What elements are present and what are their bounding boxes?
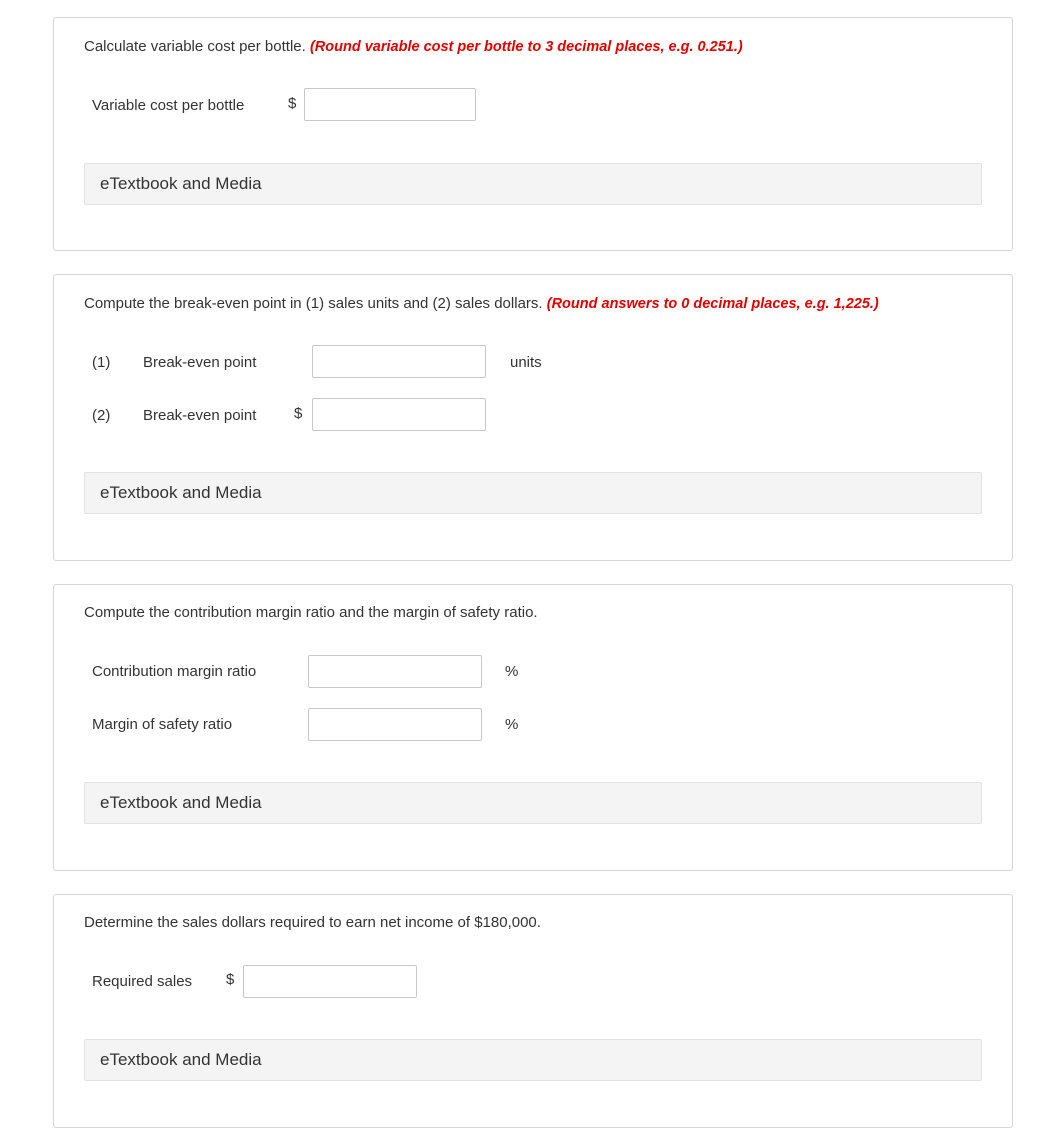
rounding-hint: (Round answers to 0 decimal places, e.g. 1,225.) xyxy=(546,296,879,312)
currency-symbol: $ xyxy=(288,95,297,112)
etextbook-media-label: eTextbook and Media xyxy=(100,1050,262,1069)
prompt-text: Compute the contribution margin ratio and the margin of safety ratio. xyxy=(84,604,538,621)
percent-sign: % xyxy=(505,716,519,733)
variable-cost-label: Variable cost per bottle xyxy=(92,97,245,114)
question-prompt xyxy=(84,295,879,312)
variable-cost-input[interactable] xyxy=(304,88,476,121)
question-prompt xyxy=(84,38,743,55)
break-even-dollars-label: Break-even point xyxy=(143,407,257,424)
etextbook-media-link[interactable] xyxy=(84,472,982,514)
etextbook-media-label: eTextbook and Media xyxy=(100,483,262,502)
break-even-units-input[interactable] xyxy=(312,345,486,378)
prompt-text: Compute the break-even point in (1) sales units and (2) sales dollars. xyxy=(84,295,543,312)
question-prompt xyxy=(84,914,541,931)
prompt-text: Determine the sales dollars required to earn net income of $180,000. xyxy=(84,914,541,931)
rounding-hint: (Round variable cost per bottle to 3 decimal places, e.g. 0.251.) xyxy=(309,39,743,55)
break-even-dollars-input[interactable] xyxy=(312,398,486,431)
break-even-units-label: Break-even point xyxy=(143,354,257,371)
etextbook-media-label: eTextbook and Media xyxy=(100,793,262,812)
prompt-text: Calculate variable cost per bottle. xyxy=(84,38,306,55)
currency-symbol: $ xyxy=(226,971,235,988)
row-number-1: (1) xyxy=(92,354,111,371)
row-number-2: (2) xyxy=(92,407,111,424)
question-prompt xyxy=(84,604,538,621)
question-card-break-even xyxy=(53,274,1013,561)
etextbook-media-label: eTextbook and Media xyxy=(100,174,262,193)
question-card-variable-cost xyxy=(53,17,1013,251)
etextbook-media-link[interactable] xyxy=(84,1039,982,1081)
units-label: units xyxy=(510,354,542,371)
margin-of-safety-ratio-label: Margin of safety ratio xyxy=(92,716,233,733)
margin-of-safety-ratio-input[interactable] xyxy=(308,708,482,741)
required-sales-label: Required sales xyxy=(92,973,193,990)
etextbook-media-link[interactable] xyxy=(84,163,982,205)
percent-sign: % xyxy=(505,663,519,680)
question-card-required-sales xyxy=(53,894,1013,1128)
contribution-margin-ratio-input[interactable] xyxy=(308,655,482,688)
required-sales-input[interactable] xyxy=(243,965,417,998)
etextbook-media-link[interactable] xyxy=(84,782,982,824)
currency-symbol: $ xyxy=(294,405,303,422)
question-card-ratios xyxy=(53,584,1013,871)
contribution-margin-ratio-label: Contribution margin ratio xyxy=(92,663,257,680)
